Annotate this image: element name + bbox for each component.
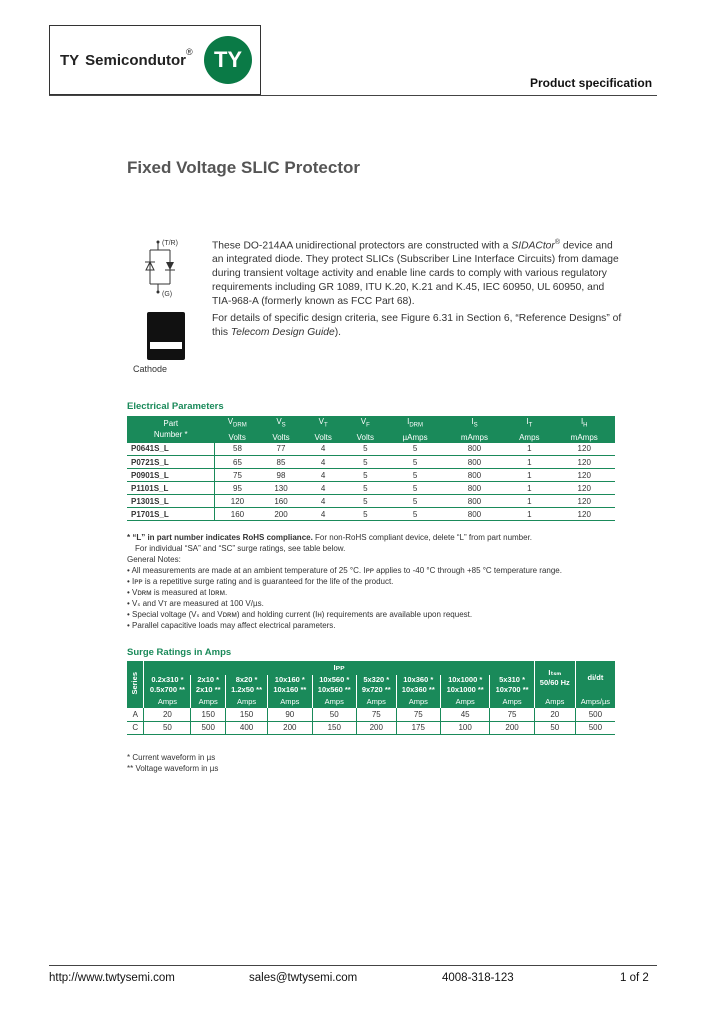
table-row bbox=[127, 482, 615, 495]
notes-block: * “L” in part number indicates RoHS compliance. For non-RoHS compliant device, delete “L” from part number. For individual “SA” and “SC” surge ratings, see table below. General Notes: • All measurements are made at an ambient temperature of 25 °C. Iᴘᴘ applies to -40 °C through +85 °C temperature range. • Iᴘᴘ is a repetitive surge rating and is guaranteed for the life of the product. • Vᴅʀᴍ is measured at Iᴅʀᴍ. • Vₛ and Vᴛ are measured at 100 V/µs. • Special voltage (Vₛ and Vᴅʀᴍ) and holding current (Iʜ) requirements are available upon request. • Parallel capacitive loads may affect electrical parameters. bbox=[127, 532, 607, 631]
part-number-cell: P1101S_L bbox=[127, 482, 215, 495]
value-cell: 75 bbox=[396, 708, 440, 721]
value-cell: 1 bbox=[505, 495, 553, 508]
value-cell: 5 bbox=[386, 456, 443, 469]
value-cell: 400 bbox=[226, 721, 268, 734]
value-cell: 50 bbox=[534, 721, 575, 734]
unit-header: Amps bbox=[356, 695, 396, 708]
value-cell: 75 bbox=[490, 708, 534, 721]
unit-header: Amps bbox=[396, 695, 440, 708]
value-cell: 500 bbox=[191, 721, 226, 734]
value-cell: 75 bbox=[215, 469, 260, 482]
value-cell: 77 bbox=[260, 443, 302, 456]
value-cell: 800 bbox=[444, 508, 505, 521]
logo-text: TY Semicondutor® bbox=[60, 47, 193, 69]
value-cell: 58 bbox=[215, 443, 260, 456]
value-cell: 120 bbox=[553, 482, 615, 495]
value-cell: 5 bbox=[386, 482, 443, 495]
value-cell: 160 bbox=[260, 495, 302, 508]
waveform-header: 0.2x310 * 0.5x700 ** bbox=[144, 675, 191, 695]
value-cell: 120 bbox=[553, 456, 615, 469]
spec-label: Product specification bbox=[530, 76, 653, 90]
unit-header: Amps bbox=[226, 695, 268, 708]
value-cell: 200 bbox=[356, 721, 396, 734]
electrical-col-header: $V_{DRM}$ Volts bbox=[215, 416, 260, 443]
value-cell: 500 bbox=[575, 721, 615, 734]
surge-heading: Surge Ratings in Amps bbox=[127, 647, 232, 658]
electrical-table bbox=[127, 416, 615, 521]
waveform-header: 10x560 * 10x560 ** bbox=[312, 675, 356, 695]
electrical-col-header: $V_F$ Volts bbox=[344, 416, 386, 443]
value-cell: 4 bbox=[302, 495, 344, 508]
electrical-col-header: $I_{DRM}$ µAmps bbox=[386, 416, 443, 443]
value-cell: 150 bbox=[191, 708, 226, 721]
electrical-col-header: $I_H$ mAmps bbox=[553, 416, 615, 443]
table-row bbox=[127, 721, 615, 734]
value-cell: 120 bbox=[553, 495, 615, 508]
unit-header: Amps bbox=[490, 695, 534, 708]
value-cell: 50 bbox=[312, 708, 356, 721]
series-cell: A bbox=[127, 708, 144, 721]
unit-header: Amps bbox=[441, 695, 490, 708]
value-cell: 1 bbox=[505, 482, 553, 495]
package-image bbox=[147, 312, 185, 360]
value-cell: 98 bbox=[260, 469, 302, 482]
value-cell: 50 bbox=[144, 721, 191, 734]
value-cell: 5 bbox=[344, 482, 386, 495]
value-cell: 800 bbox=[444, 469, 505, 482]
value-cell: 5 bbox=[344, 508, 386, 521]
table-row bbox=[127, 443, 615, 456]
value-cell: 160 bbox=[215, 508, 260, 521]
value-cell: 150 bbox=[312, 721, 356, 734]
value-cell: 200 bbox=[490, 721, 534, 734]
schematic-diagram bbox=[140, 236, 190, 300]
value-cell: 90 bbox=[268, 708, 312, 721]
value-cell: 120 bbox=[553, 508, 615, 521]
electrical-col-header: $I_T$ Amps bbox=[505, 416, 553, 443]
value-cell: 120 bbox=[553, 469, 615, 482]
value-cell: 5 bbox=[386, 508, 443, 521]
value-cell: 75 bbox=[356, 708, 396, 721]
unit-header: Amps bbox=[534, 695, 575, 708]
electrical-col-header: $V_S$ Volts bbox=[260, 416, 302, 443]
value-cell: 1 bbox=[505, 456, 553, 469]
page-title: Fixed Voltage SLIC Protector bbox=[127, 158, 361, 177]
part-number-cell: P0901S_L bbox=[127, 469, 215, 482]
waveform-header: 2x10 * 2x10 ** bbox=[191, 675, 226, 695]
itsm-header: Iₜₛₘ 50/60 Hz bbox=[534, 661, 575, 695]
cathode-band bbox=[150, 342, 182, 349]
cathode-label: Cathode bbox=[133, 364, 168, 374]
unit-header: Amps bbox=[191, 695, 226, 708]
value-cell: 5 bbox=[344, 443, 386, 456]
footer-email[interactable]: sales@twtysemi.com bbox=[249, 972, 358, 984]
value-cell: 4 bbox=[302, 456, 344, 469]
part-number-cell: P0721S_L bbox=[127, 456, 215, 469]
value-cell: 85 bbox=[260, 456, 302, 469]
value-cell: 120 bbox=[215, 495, 260, 508]
value-cell: 20 bbox=[144, 708, 191, 721]
table-row bbox=[127, 469, 615, 482]
value-cell: 5 bbox=[386, 469, 443, 482]
electrical-col-header: $V_T$ Volts bbox=[302, 416, 344, 443]
unit-header: Amps bbox=[144, 695, 191, 708]
value-cell: 100 bbox=[441, 721, 490, 734]
design-reference-paragraph: For details of specific design criteria, see Figure 6.31 in Section 6, “Reference Designs” of this Telecom Design Guide). bbox=[212, 313, 622, 338]
schematic-bottom-label: (G) bbox=[162, 291, 173, 298]
didt-header: di/dt bbox=[575, 661, 615, 695]
value-cell: 45 bbox=[441, 708, 490, 721]
series-header: Series bbox=[127, 661, 144, 708]
value-cell: 5 bbox=[386, 443, 443, 456]
value-cell: 1 bbox=[505, 443, 553, 456]
footer-phone: 4008-318-123 bbox=[442, 972, 514, 984]
value-cell: 5 bbox=[344, 469, 386, 482]
value-cell: 150 bbox=[226, 708, 268, 721]
value-cell: 4 bbox=[302, 508, 344, 521]
company-logo bbox=[49, 25, 261, 95]
footer-url[interactable]: http://www.twtysemi.com bbox=[49, 972, 175, 984]
value-cell: 800 bbox=[444, 495, 505, 508]
waveform-header: 5x310 * 10x700 ** bbox=[490, 675, 534, 695]
value-cell: 800 bbox=[444, 456, 505, 469]
value-cell: 200 bbox=[260, 508, 302, 521]
ipp-header: Iᴘᴘ bbox=[144, 661, 534, 675]
part-number-cell: P1301S_L bbox=[127, 495, 215, 508]
waveform-header: 10x160 * 10x160 ** bbox=[268, 675, 312, 695]
waveform-header: 5x320 * 9x720 ** bbox=[356, 675, 396, 695]
value-cell: 1 bbox=[505, 469, 553, 482]
table-row bbox=[127, 495, 615, 508]
value-cell: 5 bbox=[344, 495, 386, 508]
value-cell: 5 bbox=[386, 495, 443, 508]
page-number: 1 of 2 bbox=[620, 972, 649, 984]
value-cell: 95 bbox=[215, 482, 260, 495]
value-cell: 5 bbox=[344, 456, 386, 469]
header-divider bbox=[49, 95, 657, 96]
waveform-header: 10x1000 * 10x1000 ** bbox=[441, 675, 490, 695]
value-cell: 120 bbox=[553, 443, 615, 456]
unit-header: Amps bbox=[268, 695, 312, 708]
part-number-cell: P0641S_L bbox=[127, 443, 215, 456]
value-cell: 175 bbox=[396, 721, 440, 734]
unit-header: Amps bbox=[312, 695, 356, 708]
table-row bbox=[127, 508, 615, 521]
value-cell: 800 bbox=[444, 482, 505, 495]
table-row bbox=[127, 708, 615, 721]
intro-paragraph: These DO-214AA unidirectional protectors are constructed with a SIDACtor® device and an integrated diode. They protect SLICs (Subscriber Line Interface Circuits) from damage during transient voltage activity and enable line cards to comply with various regulatory requirements including GR 1089, ITU K.20, K.21 and K.45, IEC 60950, UL 60950, and TIA-968-A (formerly known as FCC Part 68). bbox=[212, 239, 619, 308]
footer-divider bbox=[49, 965, 657, 966]
value-cell: 500 bbox=[575, 708, 615, 721]
surge-table bbox=[127, 661, 615, 735]
electrical-heading: Electrical Parameters bbox=[127, 401, 224, 412]
waveform-header: 10x360 * 10x360 ** bbox=[396, 675, 440, 695]
value-cell: 130 bbox=[260, 482, 302, 495]
schematic-top-label: (T/R) bbox=[162, 240, 178, 247]
value-cell: 4 bbox=[302, 469, 344, 482]
electrical-col-header: $I_S$ mAmps bbox=[444, 416, 505, 443]
series-cell: C bbox=[127, 721, 144, 734]
part-number-cell: P1701S_L bbox=[127, 508, 215, 521]
surge-footnotes: * Current waveform in µs ** Voltage waveform in µs bbox=[127, 753, 219, 773]
waveform-header: 8x20 * 1.2x50 ** bbox=[226, 675, 268, 695]
table-row bbox=[127, 456, 615, 469]
value-cell: 20 bbox=[534, 708, 575, 721]
unit-header: Amps/µs bbox=[575, 695, 615, 708]
electrical-col-header: Part Number * bbox=[127, 416, 215, 443]
value-cell: 4 bbox=[302, 482, 344, 495]
logo-badge: TY bbox=[204, 36, 252, 84]
value-cell: 800 bbox=[444, 443, 505, 456]
value-cell: 4 bbox=[302, 443, 344, 456]
value-cell: 65 bbox=[215, 456, 260, 469]
value-cell: 1 bbox=[505, 508, 553, 521]
value-cell: 200 bbox=[268, 721, 312, 734]
